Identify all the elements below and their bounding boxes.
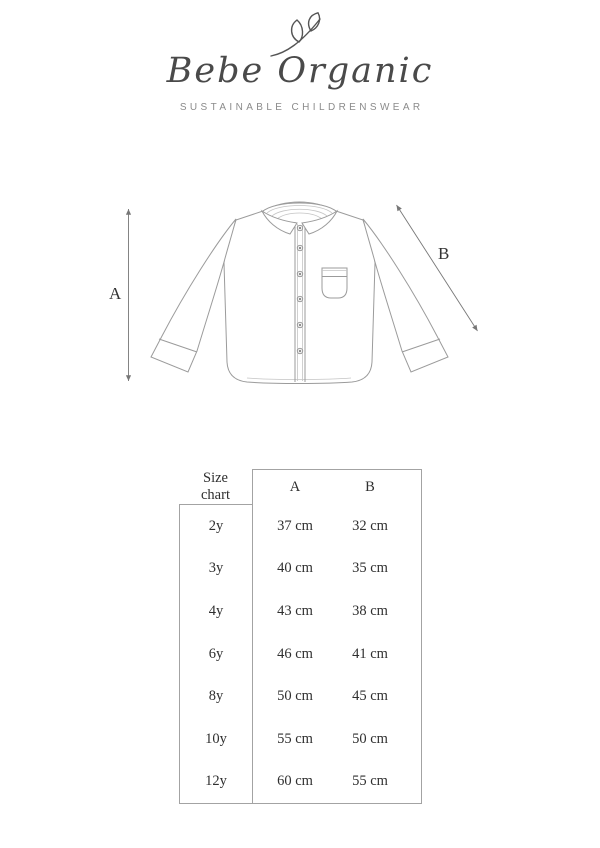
size-column bbox=[179, 469, 252, 804]
size-label: 12y bbox=[205, 773, 227, 790]
measurement-label-a: A bbox=[109, 284, 122, 303]
measurement-b-value: 50 cm bbox=[352, 730, 388, 747]
measurements-header bbox=[253, 470, 421, 505]
table-row bbox=[253, 590, 421, 633]
measurement-a-value: 43 cm bbox=[277, 602, 313, 619]
brand-tagline: SUSTAINABLE CHILDRENSWEAR bbox=[179, 102, 424, 113]
measurement-a-value: 50 cm bbox=[277, 688, 313, 705]
measurement-b-value: 45 cm bbox=[352, 688, 388, 705]
column-header-a: A bbox=[289, 479, 301, 495]
size-label: 6y bbox=[208, 645, 224, 662]
brand-name: Bebe Organic bbox=[166, 51, 434, 91]
size-chart-table bbox=[179, 469, 422, 804]
measurement-b-value: 32 cm bbox=[352, 517, 388, 534]
table-row bbox=[253, 675, 421, 718]
measurements-body bbox=[253, 505, 421, 803]
shirt-left-sleeve bbox=[151, 219, 236, 372]
table-row bbox=[253, 760, 421, 803]
measurement-b-value: 35 cm bbox=[352, 560, 388, 577]
measurement-b-value: 41 cm bbox=[352, 645, 388, 662]
measurement-b-value: 38 cm bbox=[352, 602, 388, 619]
size-column-body bbox=[179, 505, 252, 804]
shirt-right-sleeve bbox=[363, 219, 448, 372]
table-row bbox=[253, 548, 421, 591]
measurements-box bbox=[252, 469, 422, 804]
size-label: 4y bbox=[208, 602, 224, 619]
size-chart-title: Size chart bbox=[179, 469, 252, 505]
measurement-a-value: 40 cm bbox=[277, 560, 313, 577]
size-label: 2y bbox=[208, 517, 224, 534]
table-row bbox=[253, 505, 421, 548]
table-row bbox=[253, 718, 421, 761]
measurement-label-b: B bbox=[438, 244, 450, 263]
measurement-a-value: 46 cm bbox=[277, 645, 313, 662]
measurement-arrow-a bbox=[109, 209, 129, 381]
measurement-b-value: 55 cm bbox=[352, 773, 388, 790]
measurement-a-value: 37 cm bbox=[277, 517, 313, 534]
column-header-b: B bbox=[365, 479, 375, 495]
measurement-a-value: 55 cm bbox=[277, 730, 313, 747]
shirt-sketch bbox=[151, 202, 448, 384]
measurement-a-value: 60 cm bbox=[277, 773, 313, 790]
table-row bbox=[253, 633, 421, 676]
size-label: 8y bbox=[208, 688, 224, 705]
size-label: 3y bbox=[208, 560, 224, 577]
size-label: 10y bbox=[205, 730, 227, 747]
